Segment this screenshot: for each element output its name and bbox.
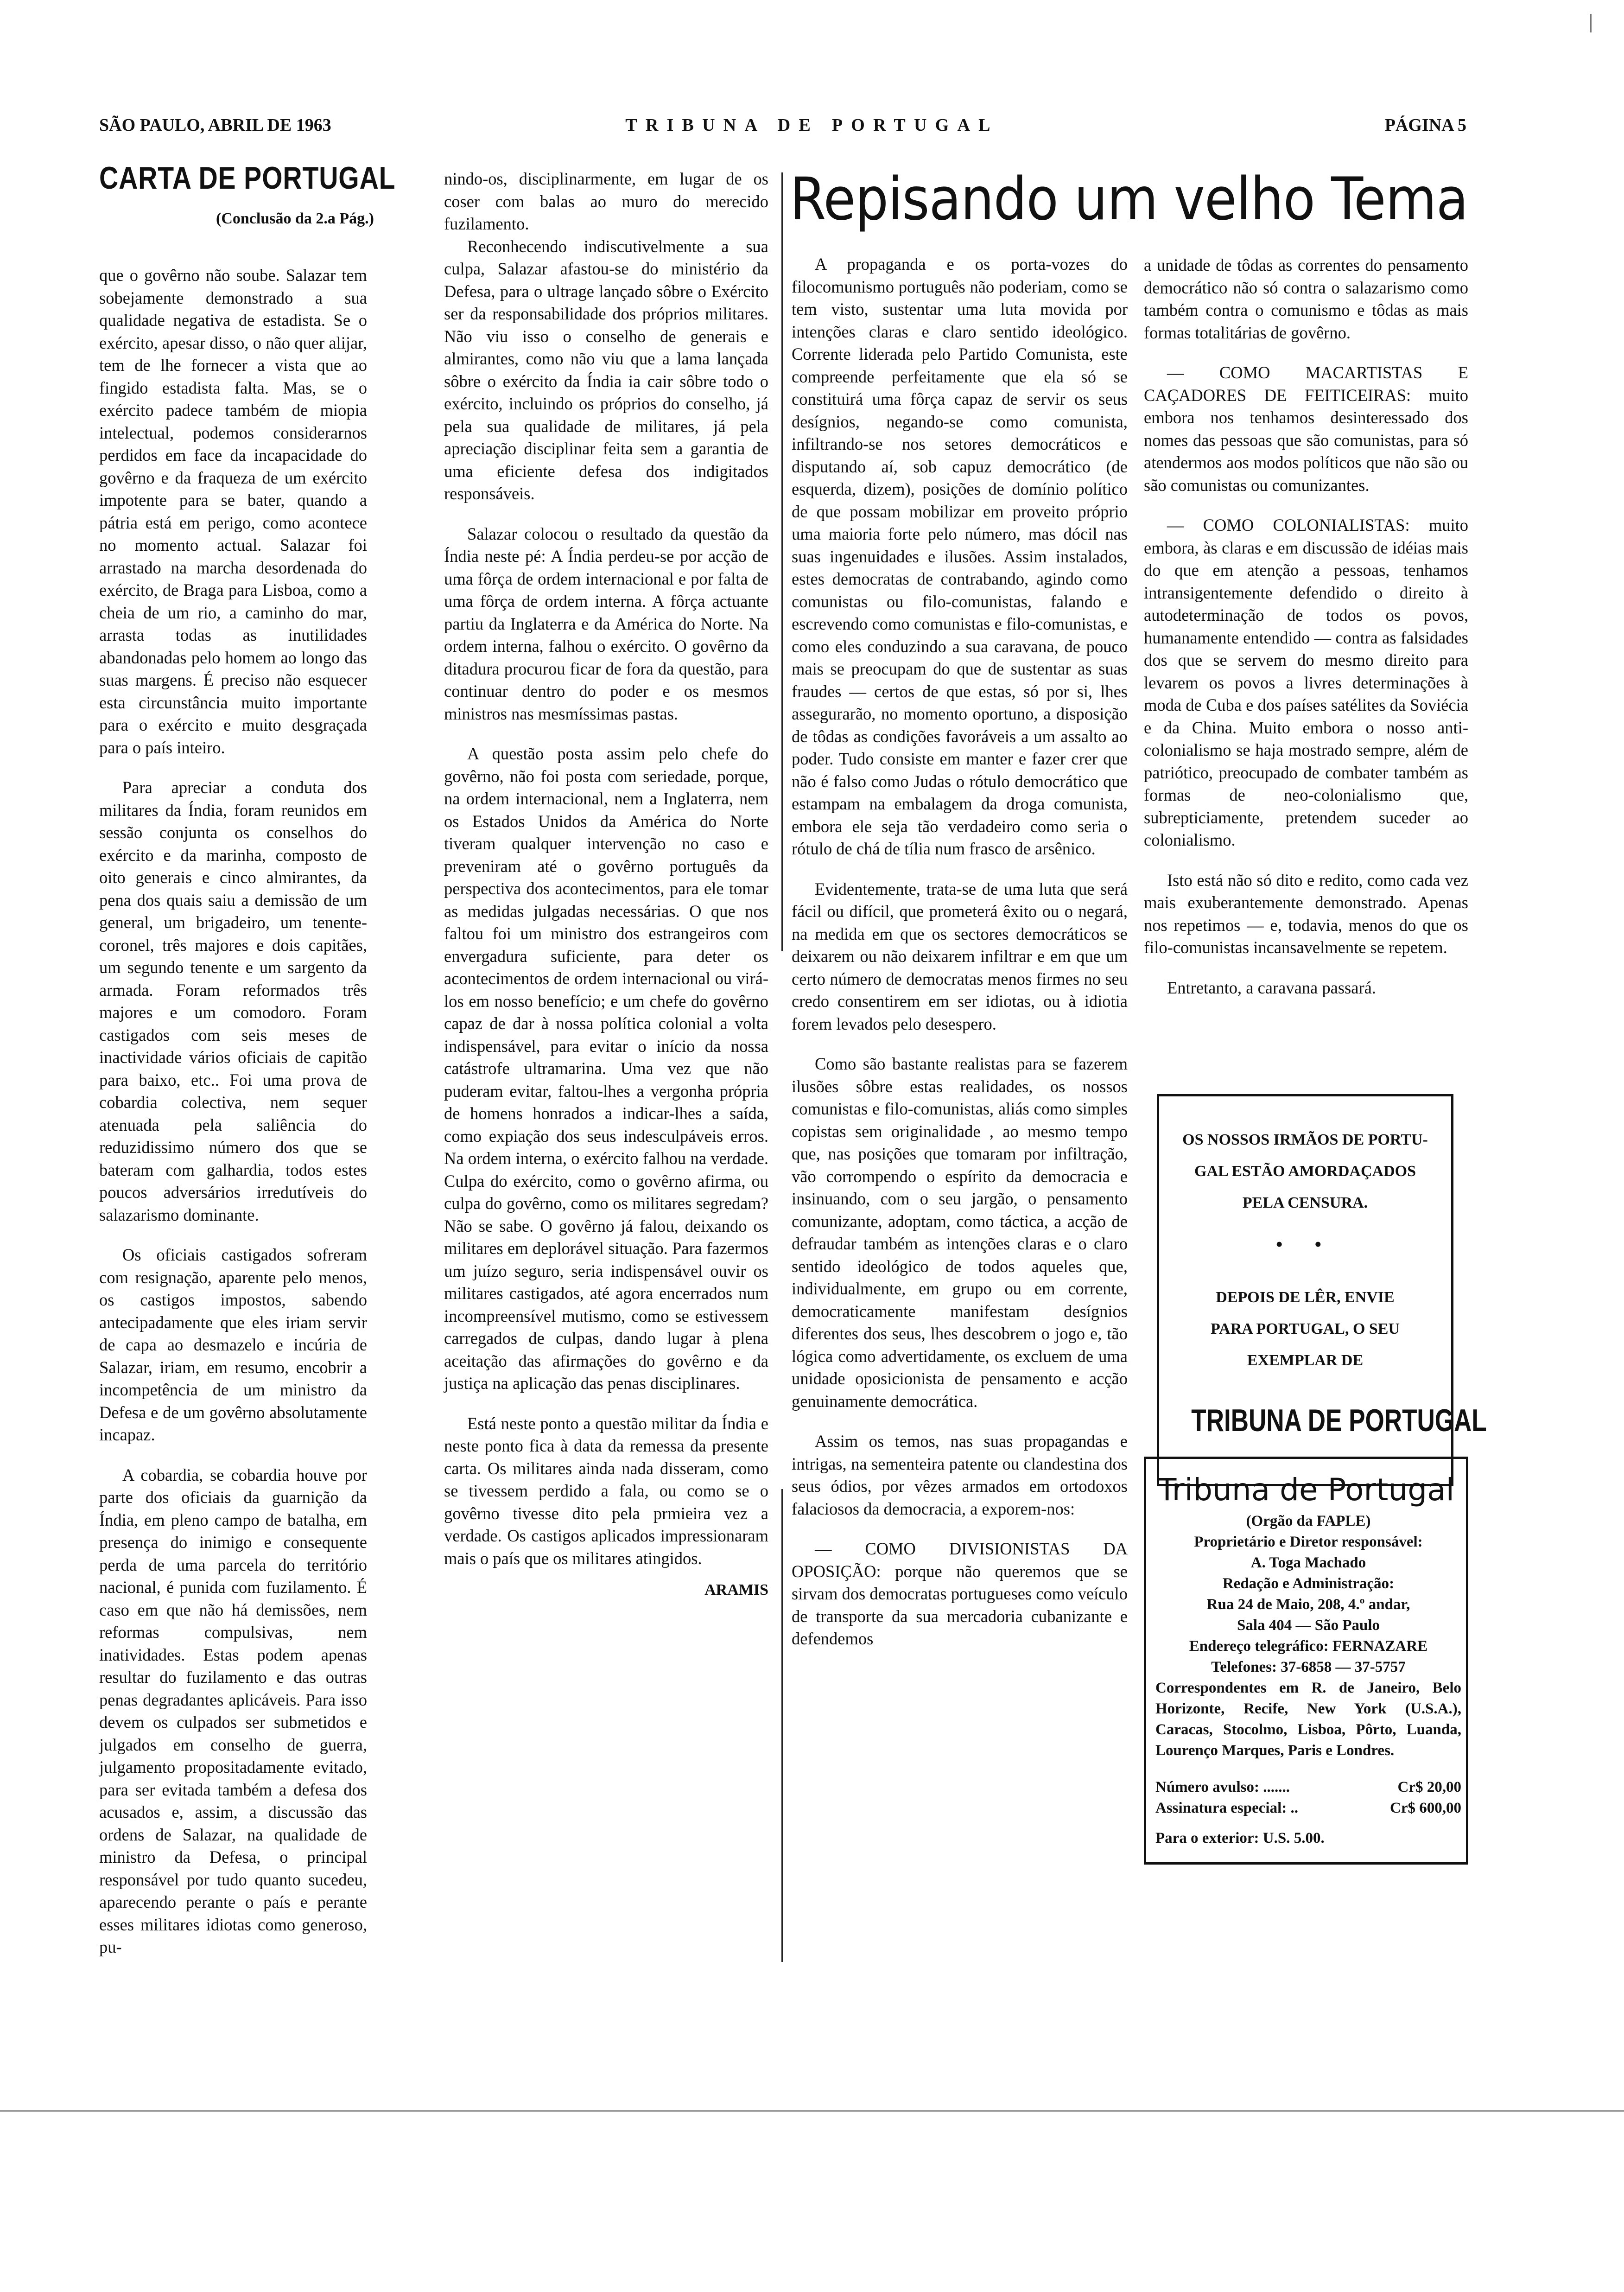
repisando-paragraph: — COMO DIVISIONISTAS DA OPOSIÇÃO: porque não queremos que se sirvam dos democratas portugueses como veículo de transporte da sua mercadoria cubanizante e defendemos	[792, 1539, 1128, 1648]
header-page-number: PÁGINA 5	[1384, 115, 1466, 135]
price-single-value: Cr$ 20,00	[1397, 1779, 1461, 1795]
carta-paragraph: A cobardia, se cobardia houve por parte dos oficiais da guarnição da Índia, em pleno campo de batalha, em presença do inimigo e consequente perda de uma parcela do território nacional, é punida com fuzilamento. É caso em que não há demissões, nem reformas compulsivas, nem inatividades. Estas podem apenas resultar do fuzilamento e das outras penas degradantes aplicáveis. Para isso devem os culpados ser submetidos e julgados em conselho de guerra, julgamento propositadamente evitado, para ser evitada também a defesa dos acusados e, assim, a discussão das ordens de Salazar, na qualidade de ministro da Defesa, o principal responsável por tudo quanto sucedeu, aparecendo perante o país e perante esses militares idiotas como generoso, pu-	[99, 1465, 367, 1956]
censura-box-title: TRIBUNA DE PORTUGAL	[1191, 1403, 1487, 1438]
masthead-owner-label: Proprietário e Diretor responsável:	[1194, 1534, 1423, 1550]
column-divider	[781, 1489, 783, 1962]
carta-paragraph: Os oficiais castigados sofreram com resignação, aparente pelo menos, os castigos impostos, sabendo antecipadamente que eles iriam servir de capa ao desmazelo e incúria de Salazar, iriam, em resumo, encobrir a incompetência de um ministro da Defesa e de um govêrno absolutamente incapaz.	[99, 1245, 367, 1444]
repisando-paragraph: Assim os temos, nas suas propagandas e intrigas, na sementeira patente ou clandestina dos seus ódios, por vêzes armados em ortodoxos falaciosos da democracia, a exporem-nos:	[792, 1432, 1128, 1518]
column-divider	[781, 172, 783, 951]
masthead-address: Rua 24 de Maio, 208, 4.º andar,	[1206, 1596, 1410, 1613]
censura-line: GAL ESTÃO AMORDAÇADOS	[1194, 1163, 1416, 1180]
repisando-paragraph: Como são bastante realistas para se fazerem ilusões sôbre estas realidades, os nossos comunistas e filo-comunistas, aliás como simples copistas sem originalidade , ao mesmo tempo que, nas posições que tomaram por infiltração, vão corrompendo o espírito da democracia e insinuando, com o seu jargão, o pensamento comunizante, adoptam, como táctica, a acção de defraudar também as intenções claras e o claro sentido ideológico de todos aqueles que, individualmente, em grupo ou em corrente, democraticamente manifestam desígnios diferentes dos seus, lhes descobrem o jogo e, tão lógica como advertidamente, os excluem de uma unidade oposicionista de pensamento e acção genuinamente democrática.	[792, 1054, 1128, 1411]
carta-paragraph: A questão posta assim pelo chefe do govêrno, não foi posta com seriedade, porque, na ordem internacional, nem a Inglaterra, nem os Estados Unidos da América do Norte tiveram qualquer intervenção no caso e preveniram até o govêrno português da perspectiva dos acontecimentos, para ele tomar as medidas julgadas necessárias. O que nos faltou foi um ministro dos estrangeiros com envergadura suficiente, para deter os acontecimentos de ordem internacional ou virá-los em nosso benefício; e um chefe do govêrno capaz de dar à nossa política colonial a volta indispensável, para evitar o início da nossa catástrofe ultramarina. Uma vez que não puderam evitar, faltou-lhes a vergonha própria de homens honrados a indicar-lhes a saída, como expiação dos seus indesculpáveis erros. Na ordem interna, o exército falhou na verdade. Culpa do exército, como o govêrno afirma, ou culpa do govêrno, como os militares segredam? Não se sabe. O govêrno já falou, deixando os militares em deplorável situação. Para fazermos um juízo seguro, seria indispensável ouvir os militares castigados, até agora encerrados num incompreensível mutismo, como se estivessem carregados de culpas, dando lugar à plena aceitação das afirmações do govêrno e da justiça na aplicação das penas disciplinares.	[444, 744, 768, 1393]
carta-paragraph: Reconhecendo indiscutivelmente a sua culpa, Salazar afastou-se do ministério da Defesa, para o ultrage lançado sôbre o Exército ser da responsabilidade dos próprios militares. Não viu isso o conselho de generais e almirantes, como não viu que a lama lançada sôbre o exército da Índia ia cair sôbre todo o exército, incluindo os próprios do conselho, já pela sua qualidade de militares, já pela apreciação disciplinar feita sem a garantia de uma eficiente defesa dos indigitados responsáveis.	[444, 236, 768, 503]
repisando-title: Repisando um velho Tema	[790, 165, 1468, 233]
carta-subtitle: (Conclusão da 2.a Pág.)	[216, 210, 374, 227]
repisando-paragraph: Entretanto, a caravana passará.	[1167, 978, 1376, 997]
masthead-owner: A. Toga Machado	[1250, 1554, 1366, 1571]
carta-column-2	[444, 168, 768, 1602]
page-bottom-rule	[0, 2110, 1624, 2112]
carta-paragraph: Salazar colocou o resultado da questão da Índia neste pé: A Índia perdeu-se por acção de uma fôrça de ordem internacional e por falta de uma fôrça de ordem interna. A fôrça actuante partiu da Inglaterra e da América do Norte. Na ordem interna, falhou o exército. O govêrno da ditadura procurou ficar de fora da questão, para continuar dentro do poder e os mesmos ministros nas mesmíssimas pastas.	[444, 524, 768, 723]
carta-title: CARTA DE PORTUGAL	[99, 160, 396, 196]
bullet-dots: • •	[1275, 1232, 1335, 1256]
censura-line: EXEMPLAR DE	[1247, 1352, 1364, 1369]
carta-paragraph: Está neste ponto a questão militar da Índia e neste ponto fica à data da remessa da presente carta. Os militares ainda nada disseram, como se tivessem perdido a fala, ou como se o govêrno tivesse dito pela prmieira vez a verdade. Os castigos aplicados impressionaram mais o país que os militares atingidos.	[444, 1413, 768, 1568]
censura-line: PELA CENSURA.	[1242, 1194, 1368, 1211]
carta-paragraph: Para apreciar a conduta dos militares da Índia, foram reunidos em sessão conjunta os conselhos do exército e da marinha, composto de oito generais e cinco almirantes, da pena dos quais saiu a demissão de um general, um brigadeiro, um tenente-coronel, três majores e dois capitães, um segundo tenente e um sargento da armada. Foram reformados três majores e um comodoro. Foram castigados com seis meses de inactividade vários oficiais de capitão para baixo, etc.. Foi uma prova de cobardia colectiva, nem sequer atenuada pela saliência do reduzidissimo número dos que se bateram com galhardia, todos estes poucos adversários irredutíveis do salazarismo dominante.	[99, 778, 367, 1224]
price-subscription-value: Cr$ 600,00	[1390, 1800, 1461, 1816]
carta-column-1	[99, 264, 367, 1959]
repisando-paragraph: Evidentemente, trata-se de uma luta que será fácil ou difícil, que prometerá êxito ou o negará, na medida em que os sectores democráticos se deixarem ou não deixarem infiltrar e em que um certo número de democratas menos firmes no seu credo consentirem em ser idiotas, ou à idiotia forem levados pelo desespero.	[792, 879, 1128, 1033]
censura-line: OS NOSSOS IRMÃOS DE PORTU-	[1182, 1131, 1428, 1148]
page-edge-mark	[1590, 14, 1592, 32]
repisando-paragraph: A propaganda e os porta-vozes do filocomunismo português não poderiam, como se tem visto, sustentar uma luta movida por intenções claras e claro sentido ideológico. Corrente liderada pelo Partido Comunista, este compreende perfeitamente que ela só se constituirá uma fôrça capaz de servir os seus desígnios, negando-se como comunista, infiltrando-se nos setores democráticos e disputando aí, sob capuz democrático (de esquerda, dizem), posições de domínio político de que possam mobilizar em proveito próprio uma maioria forte pelo número, mas dócil nas suas ingenuidades e ilusões. Assim instalados, estes democratas de contrabando, agindo como comunistas ou filo-comunistas, falando e escrevendo como comunistas e filo-comunistas, e como eles conduzindo a sua caravana, de pouco mais se preocupam do que de sustentar as suas fraudes — certos de que estas, só por si, lhes assegurarão, no momento oportuno, a disposição de tôdas as condições favoráveis a um assalto ao poder. Tudo consiste em manter e fazer crer que não é falso como Judas o rótulo democrático que estampam na embalagem da droga comunista, embora ele seja tão verdadeiro como seria o rótulo de chá de tília num frasco de arsênico.	[792, 255, 1128, 858]
price-subscription-row	[1155, 1798, 1461, 1819]
carta-signature: ARAMIS	[704, 1581, 768, 1598]
masthead-admin-label: Redação e Administração:	[1222, 1575, 1395, 1592]
header-date: SÃO PAULO, ABRIL DE 1963	[99, 115, 331, 135]
price-abroad: Para o exterior: U.S. 5.00.	[1155, 1830, 1325, 1846]
censura-line: DEPOIS DE LÊR, ENVIE	[1216, 1289, 1395, 1306]
masthead-address: Sala 404 — São Paulo	[1237, 1617, 1380, 1634]
censura-line: PARA PORTUGAL, O SEU	[1210, 1320, 1400, 1337]
repisando-column-2	[1144, 254, 1468, 999]
masthead-title: Tribuna de Portugal	[1158, 1472, 1454, 1508]
masthead-box	[1144, 1457, 1468, 1865]
price-single-label: Número avulso: .......	[1155, 1779, 1290, 1795]
price-single-row	[1155, 1777, 1461, 1798]
header-newspaper-name: TRIBUNA DE PORTUGAL	[625, 115, 999, 135]
carta-paragraph: que o govêrno não soube. Salazar tem sobejamente demonstrado a sua qualidade negativa de estadista. Se o exército, apesar disso, o não quer alijar, tem de lhe fornecer a vista que ao fingido estadista falta. Mas, se o exército padece também de miopia intelectual, podemos considerarnos perdidos em face da incapacidade do govêrno e da fraqueza de um exército impotente para se bater, quando a pátria está em perigo, como acontece no momento actual. Salazar foi arrastado na marcha desordenada do exército, de Braga para Lisboa, como a cheia de um rio, a caminho do mar, arrasta todas as inutilidades abandonadas pelo homem ao longo das suas margens. É preciso não esquecer esta circunstância muito importante para o exército e muito desgraçada para o país inteiro.	[99, 266, 367, 757]
repisando-paragraph: — COMO COLONIALISTAS: muito embora, às claras e em discussão de idéias mais do que em atenção a pessoas, tenhamos intransigentemente defendido o direito à autodeterminação de todos os povos, humanamente entendido — contra as falsidades dos que se servem do mesmo direito para levarem os povos a livres determinações à moda de Cuba e dos países satélites da Soviécia e da China. Muito embora o nosso anti-colonialismo se haja mostrado sempre, além de patriótico, preocupado de combater também as formas de neo-colonialismo que, subrepticiamente, pretendem suceder ao colonialismo.	[1144, 516, 1468, 849]
masthead-organ: (Orgão da FAPLE)	[1246, 1513, 1371, 1529]
price-subscription-label: Assinatura especial: ..	[1155, 1800, 1298, 1816]
repisando-paragraph: — COMO MACARTISTAS E CAÇADORES DE FEITICEIRAS: muito embora nos tenhamos desinteressado dos nomes das pessoas que são comunistas, para só atendermos aos modos políticos que não são ou são comunistas ou comunizantes.	[1144, 363, 1468, 495]
masthead-phones: Telefones: 37-6858 — 37-5757	[1211, 1659, 1406, 1675]
repisando-column-1	[792, 253, 1128, 1650]
masthead-correspondents: Correspondentes em R. de Janeiro, Belo Horizonte, Recife, New York (U.S.A.), Caracas, Stocolmo, Lisboa, Pôrto, Luanda, Lourenço Marques, Paris e Londres.	[1155, 1680, 1461, 1759]
carta-paragraph: nindo-os, disciplinarmente, em lugar de os coser com balas ao muro do merecido fuzilamento.	[444, 169, 768, 233]
repisando-paragraph: Isto está não só dito e redito, como cada vez mais exuberantemente demonstrado. Apenas nos repetimos — e, todavia, menos do que os filo-comunistas incansavelmente se repetem.	[1144, 870, 1468, 957]
masthead-telegraph: Endereço telegráfico: FERNAZARE	[1189, 1638, 1428, 1655]
censura-notice-box	[1157, 1094, 1487, 1486]
repisando-paragraph: a unidade de tôdas as correntes do pensamento democrático não só contra o salazarismo como também contra o comunismo e tôdas as mais formas totalitárias de govêrno.	[1144, 255, 1468, 342]
